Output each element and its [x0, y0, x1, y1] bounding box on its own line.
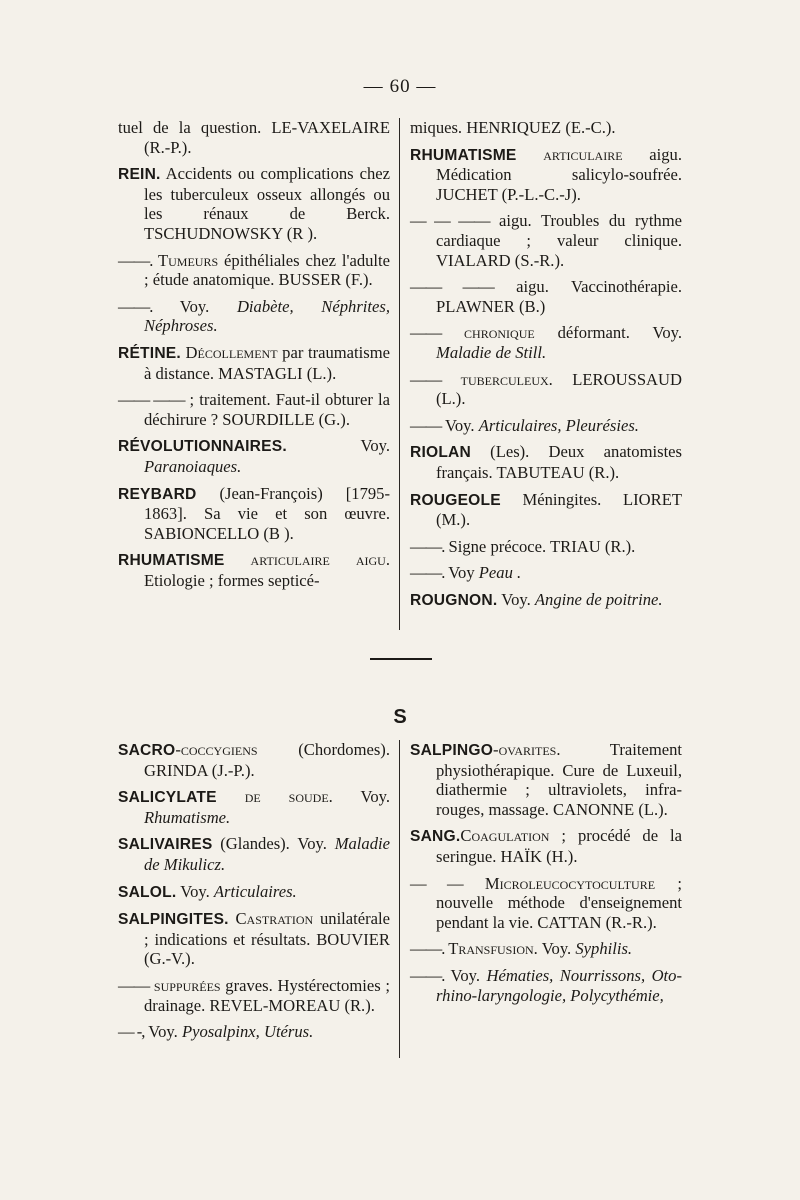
entry-text: Voy.: [497, 589, 535, 609]
index-entry: [118, 834, 390, 874]
entry-headword: SACRO: [118, 742, 176, 759]
entry-text: aigu. Troubles du rythme cardiaque ; valeur clinique. VIALARD (S.-R.).: [436, 211, 683, 270]
entry-text: Méningites. LIORET (M.).: [436, 489, 682, 530]
section-rule: [370, 658, 432, 660]
entry-smallcaps: de soude.: [216, 787, 333, 807]
entry-headword: RHUMATISME: [410, 146, 517, 164]
entry-text: aigu. Vaccinothérapie. PLAWNER (B.): [436, 277, 682, 316]
entry-dash: —— ——: [118, 390, 185, 410]
entry-dash: ——: [410, 323, 442, 343]
entry-text: Accidents ou complications chez les tuberculeux osseux allongés ou les rénaux de Berck. TSCHUDNOWSKY (R ).: [144, 164, 390, 243]
index-entry: [118, 343, 390, 383]
entry-smallcaps: Décollement: [180, 342, 278, 362]
entry-italic: Syphilis.: [575, 939, 633, 959]
column-divider: [399, 740, 400, 1058]
entry-headword: RHUMATISME: [118, 552, 225, 570]
entry-smallcaps: Castration: [228, 909, 314, 929]
entry-dash: ——.: [410, 939, 445, 959]
index-entry: [410, 211, 682, 270]
index-entry: [118, 909, 390, 969]
entry-italic: Diabète, Néphrites, Néphroses.: [144, 296, 390, 336]
entry-text: Voy.: [286, 436, 390, 456]
entry-italic: Maladie de Still.: [436, 342, 547, 362]
index-entry: [410, 145, 682, 205]
entry-smallcaps: Microleucocytoculture: [462, 873, 656, 893]
entry-text: déformant. Voy.: [534, 323, 682, 343]
index-entry: [410, 563, 682, 583]
right-column: [410, 118, 682, 617]
entry-dash: ——.: [410, 965, 445, 985]
entry-headword: SALPINGO: [410, 742, 494, 759]
entry-headword: RÉTINE.: [118, 344, 181, 362]
entry-headword: RIOLAN: [410, 444, 471, 462]
entry-dash: ——.: [410, 536, 445, 556]
entry-headword: ROUGEOLE: [410, 491, 501, 509]
entry-text: Voy: [444, 563, 479, 583]
entry-dash: ——.: [118, 296, 153, 316]
index-entry: [118, 787, 390, 827]
index-entry: [118, 740, 390, 780]
entry-text: Voy.: [441, 415, 479, 435]
entry-italic: Articulaires.: [213, 881, 297, 901]
index-entry: [410, 416, 682, 436]
right-column: [410, 740, 682, 1012]
entry-headword: RÉVOLUTIONNAIRES.: [118, 438, 287, 456]
index-entry: [410, 590, 682, 611]
entry-italic: Angine de poitrine.: [534, 589, 663, 609]
entry-smallcaps: Transfusion.: [444, 939, 538, 959]
entry-text: graves. Hystérectomies ; drainage. REVEL-MOREAU (R.).: [144, 975, 390, 1015]
entry-smallcaps: articulaire: [516, 144, 623, 164]
index-entry: [410, 874, 682, 933]
entry-italic: Hématies, Nourrissons, Oto-rhino-laryngologie, Polycythémie,: [436, 965, 682, 1005]
index-entry: [118, 882, 390, 903]
index-entry: [118, 118, 390, 157]
entry-smallcaps: chronique: [441, 323, 535, 343]
entry-italic: Paranoiaques.: [144, 456, 242, 476]
entry-text: Voy.: [332, 787, 390, 807]
entry-text: épithéliales chez l'adulte ; étude anatomique. BUSSER (F.).: [144, 250, 391, 290]
index-entry: [118, 164, 390, 243]
index-entry: [410, 537, 682, 557]
entry-dash: — -,: [118, 1022, 145, 1042]
entry-text: (Jean-François) [1795-1863]. Sa vie et son œuvre. SABIONCELLO (B ).: [144, 483, 390, 543]
entry-dash: — — ——: [410, 211, 490, 231]
index-entry: [118, 390, 390, 429]
index-entry: [410, 490, 682, 530]
entry-text: (Glandes). Voy.: [212, 834, 335, 854]
entry-text: (Chordomes). GRINDA (J.-P.).: [144, 740, 390, 780]
section-letter: S: [393, 706, 407, 728]
entry-text: Voy.: [444, 965, 487, 985]
entry-text: miques. HENRIQUEZ (E.-C.).: [410, 118, 616, 137]
entry-italic: Peau .: [478, 563, 522, 583]
column-divider: [399, 118, 400, 630]
index-entry: [410, 323, 682, 362]
entry-smallcaps: articulaire aigu.: [224, 550, 390, 570]
index-entry: [410, 966, 682, 1005]
entry-smallcaps: Coagulation: [460, 826, 550, 846]
entry-italic: Maladie de Mikulicz.: [144, 834, 390, 874]
index-entry: [118, 484, 390, 544]
entry-text: ; procédé de la seringue. HAÏK (H.).: [436, 826, 682, 866]
entry-italic: Articulaires, Pleurésies.: [478, 415, 639, 435]
entry-text: LEROUSSAUD (L.).: [436, 369, 682, 409]
entry-text: aigu. Médication salicylo-soufrée. JUCHET (P.-L.-C.-J).: [436, 144, 682, 204]
entry-headword: SALICYLATE: [118, 789, 217, 807]
entry-text: Voy.: [176, 881, 214, 901]
entry-dash: ——.: [118, 250, 153, 270]
entry-headword: SALPINGITES.: [118, 911, 229, 929]
entry-smallcaps: Tumeurs: [152, 250, 219, 270]
entry-text: (Les). Deux anatomistes français. TABUTEAU (R.).: [436, 442, 682, 482]
entry-text: tuel de la question. LE-VAXELAIRE (R.-P.).: [118, 118, 390, 157]
index-entry: [410, 118, 682, 138]
entry-smallcaps: -coccygiens: [175, 740, 258, 759]
index-entry: [118, 550, 390, 590]
entry-headword: SANG.: [410, 828, 461, 846]
entry-text: Etiologie ; formes septicé-: [144, 570, 320, 590]
entry-dash: ——: [118, 975, 150, 995]
entry-dash: — —: [410, 873, 463, 893]
entry-headword: REIN.: [118, 166, 161, 184]
entry-text: Voy.: [152, 296, 237, 316]
entry-text: Signe précoce. TRIAU (R.).: [444, 536, 636, 556]
index-entry: [410, 826, 682, 866]
entry-headword: SALIVAIRES: [118, 836, 213, 854]
index-entry: [118, 976, 390, 1015]
left-column: [118, 740, 390, 1049]
index-entry: [410, 939, 682, 959]
entry-italic: Pyosalpinx, Utérus.: [181, 1022, 314, 1042]
entry-smallcaps: tuberculeux.: [441, 369, 553, 389]
index-entry: [118, 251, 390, 290]
entry-text: par traumatisme à distance. MASTAGLI (L.).: [144, 342, 390, 383]
entry-smallcaps: -ovarites.: [493, 740, 561, 759]
entry-text: Traitement physiothérapique. Cure de Luxeuil, diathermie ; ultraviolets, infra-rouges, massage. CANONNE (L.).: [436, 740, 682, 819]
entry-text: unilatérale ; indications et résultats. BOUVIER (G.-V.).: [144, 909, 390, 969]
entry-text: ; traitement. Faut-il obturer la déchirure ? SOURDILLE (G.).: [144, 390, 390, 429]
index-entry: [410, 277, 682, 316]
entry-smallcaps: suppurées: [149, 975, 221, 995]
page-number-prefix: —: [363, 76, 384, 97]
page-number-value: 60: [389, 76, 411, 97]
page-number: [0, 76, 800, 98]
index-entry: [118, 436, 390, 476]
left-column: [118, 118, 390, 597]
entry-text: Voy.: [537, 939, 576, 959]
entry-headword: ROUGNON.: [410, 591, 498, 609]
index-entry: [118, 1022, 390, 1042]
index-entry: [410, 370, 682, 409]
entry-text: ; nouvelle méthode d'enseignement pendant la vie. CATTAN (R.-R.).: [436, 873, 683, 932]
index-entry: [410, 740, 682, 819]
entry-dash: —— ——: [410, 277, 494, 297]
index-entry: [410, 442, 682, 482]
entry-dash: ——.: [410, 563, 445, 583]
entry-italic: Rhumatisme.: [144, 807, 231, 827]
entry-dash: ——: [410, 369, 442, 389]
page-number-suffix: —: [416, 76, 437, 97]
entry-headword: SALOL.: [118, 883, 177, 901]
entry-headword: REYBARD: [118, 485, 197, 503]
index-entry: [118, 297, 390, 336]
entry-dash: ——: [410, 415, 442, 435]
entry-text: Voy.: [144, 1022, 182, 1042]
